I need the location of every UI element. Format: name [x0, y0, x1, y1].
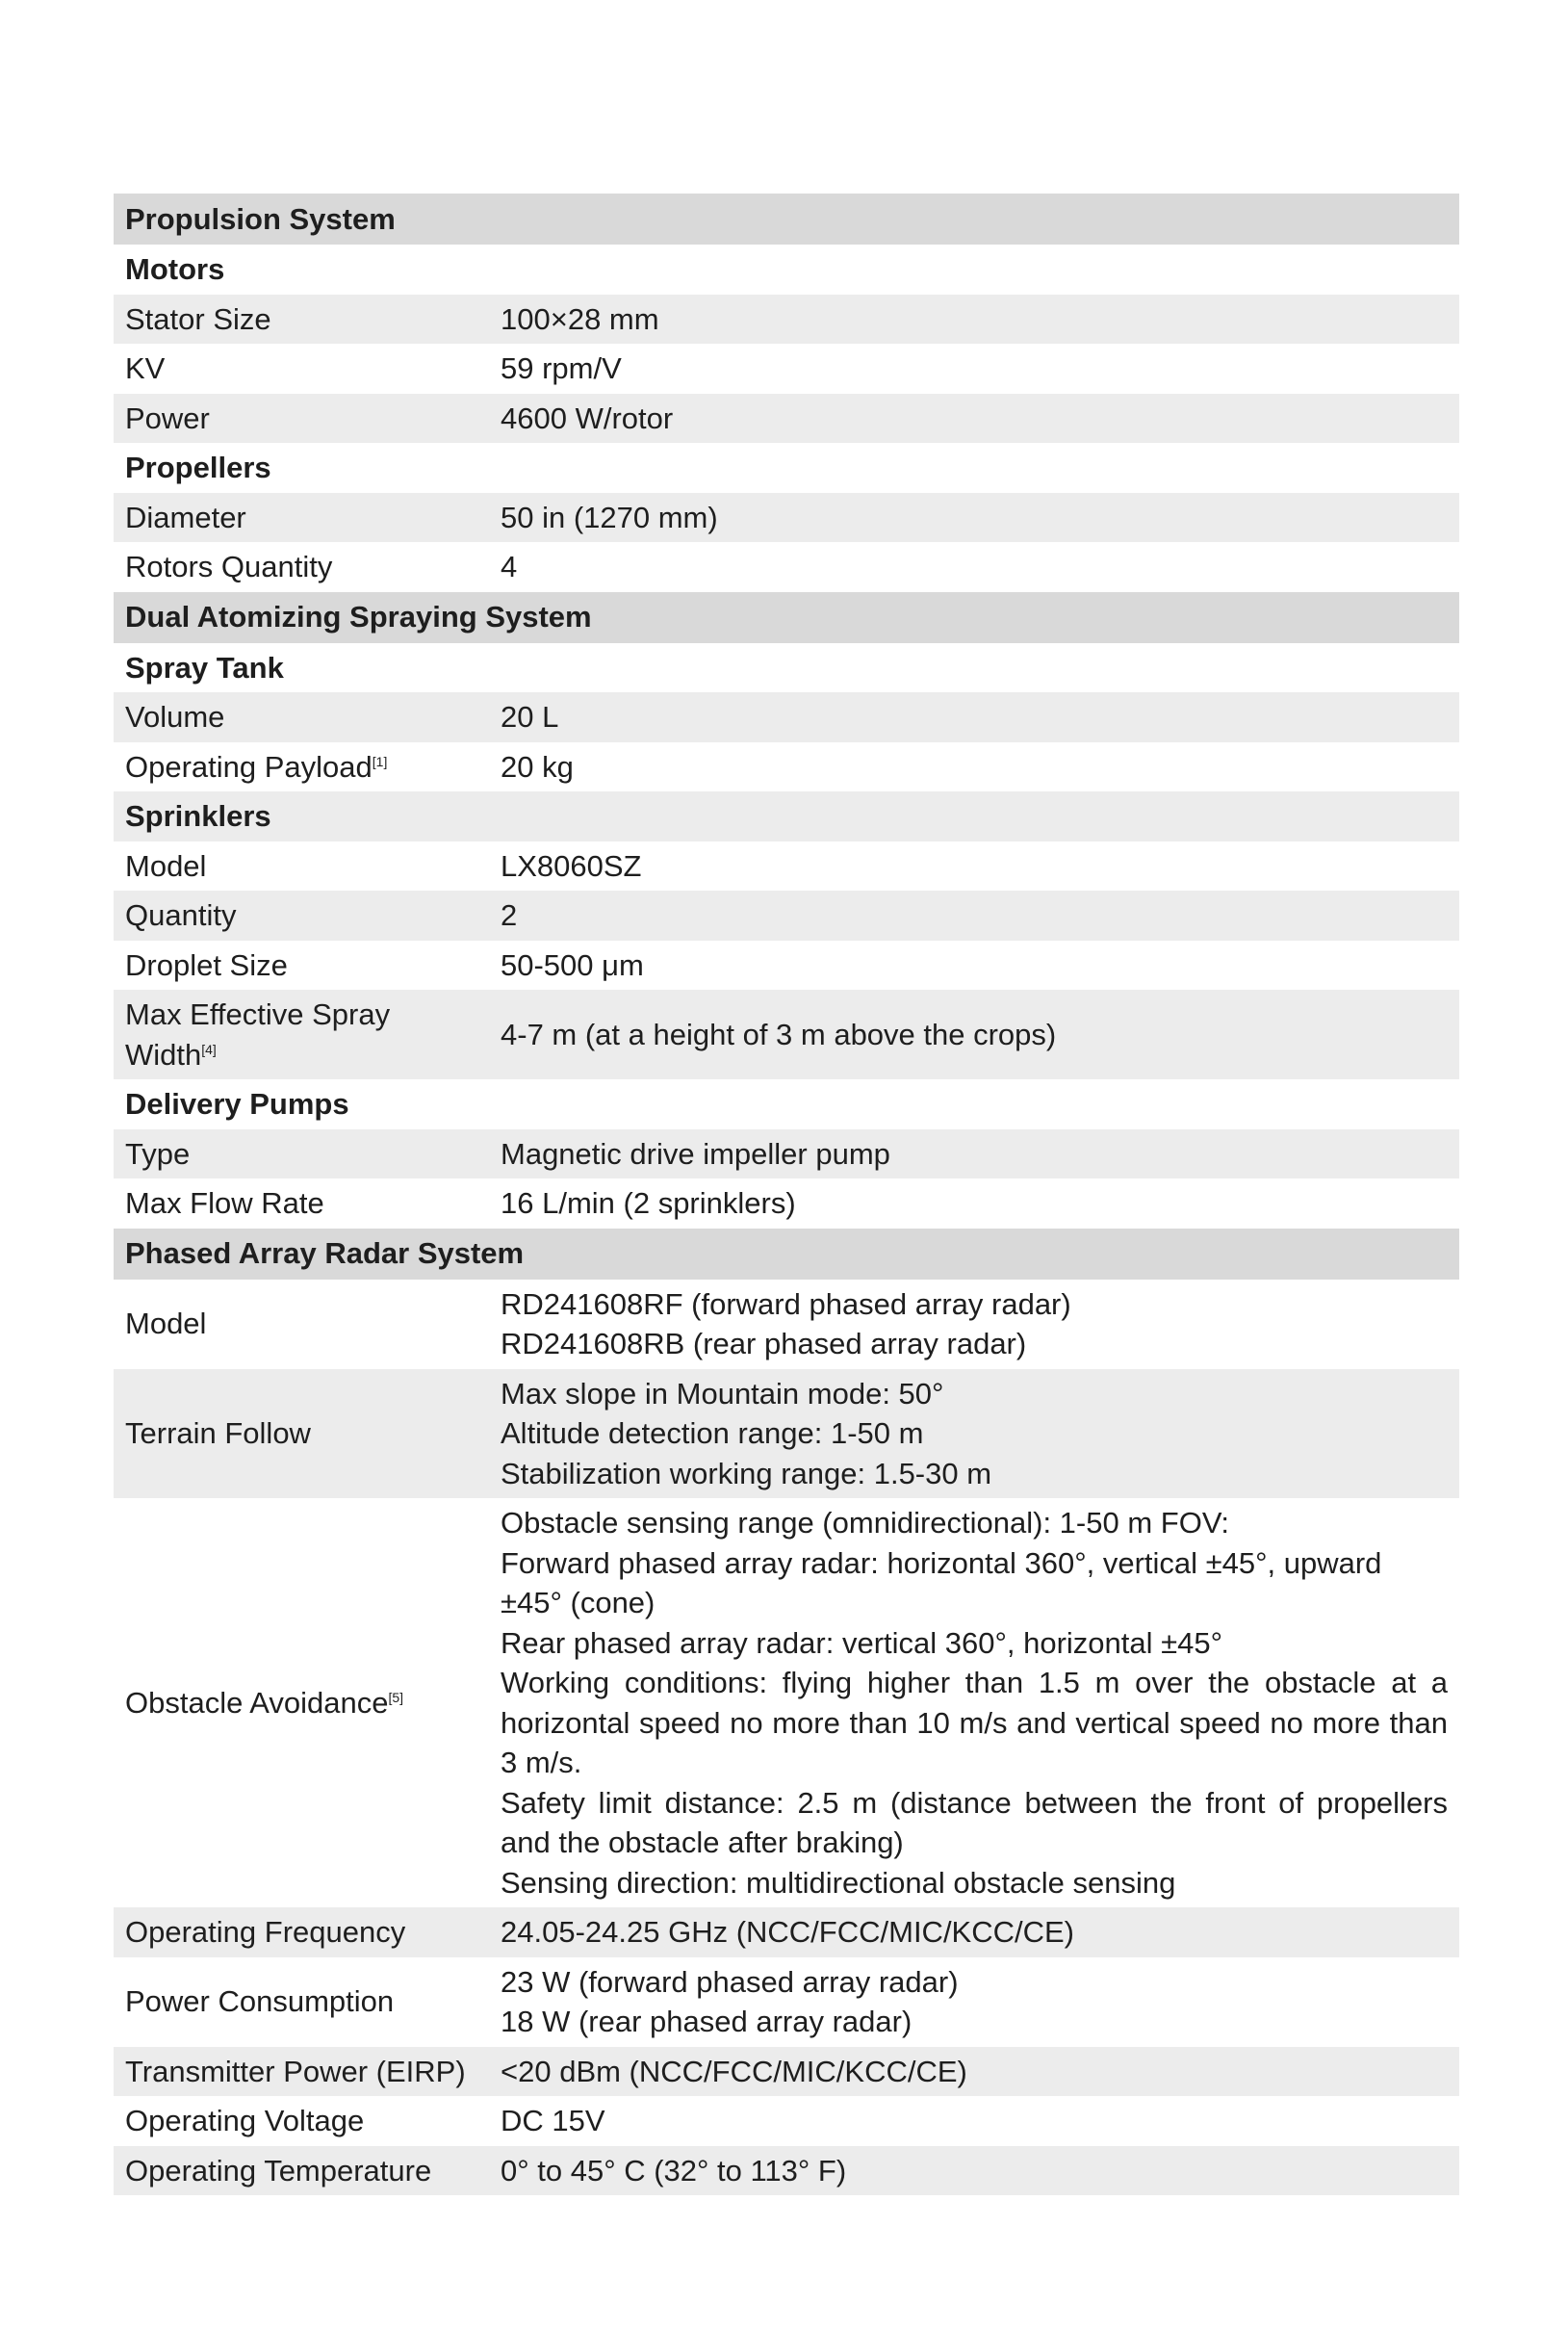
spec-row-stator-size	[114, 295, 1459, 345]
spec-label: Volume	[114, 692, 489, 742]
section-title: Propulsion System	[114, 194, 1459, 245]
spec-row-max-spray-width	[114, 990, 1459, 1079]
subsection-title: Propellers	[114, 443, 1459, 493]
footnote-ref: [4]	[201, 1041, 217, 1057]
spec-value-line: Altitude detection range: 1-50 m	[501, 1416, 924, 1450]
spec-row-max-flow-rate	[114, 1178, 1459, 1229]
section-radar	[114, 1229, 1459, 1280]
footnote-ref: [1]	[372, 753, 388, 769]
spec-value-line: Safety limit distance: 2.5 m (distance between the front of propellers and the obstacle after braking)	[501, 1785, 1449, 1859]
spec-label: Power Consumption	[114, 1957, 489, 2047]
spec-row-volume	[114, 692, 1459, 742]
spec-label: Obstacle Avoidance	[125, 1685, 389, 1720]
spec-value: 4600 W/rotor	[489, 394, 1459, 444]
spec-value: 20 L	[489, 692, 1459, 742]
spec-row-obstacle-avoidance	[114, 1498, 1459, 1907]
spec-value-line: 23 W (forward phased array radar)	[501, 1964, 959, 1999]
subsection-motors	[114, 245, 1459, 295]
spec-row-droplet-size	[114, 941, 1459, 991]
spec-row-radar-model	[114, 1280, 1459, 1369]
spec-row-power	[114, 394, 1459, 444]
spec-value: LX8060SZ	[489, 841, 1459, 892]
spec-value-multiline	[489, 1369, 1459, 1499]
spec-row-operating-voltage	[114, 2096, 1459, 2146]
spec-label: Type	[114, 1129, 489, 1179]
spec-label: Droplet Size	[114, 941, 489, 991]
spec-label: KV	[114, 344, 489, 394]
spec-row-model	[114, 841, 1459, 892]
spec-value-multiline	[489, 1957, 1459, 2047]
spec-row-operating-frequency	[114, 1907, 1459, 1957]
spec-label: Max Effective Spray Width	[125, 997, 391, 1072]
spec-value-line: Obstacle sensing range (omnidirectional): 1-50 m FOV:	[501, 1506, 1229, 1540]
section-title: Phased Array Radar System	[114, 1229, 1459, 1280]
spec-row-operating-temperature	[114, 2146, 1459, 2196]
spec-label: Max Flow Rate	[114, 1178, 489, 1229]
spec-label-cell	[114, 1498, 489, 1907]
spec-value-multiline	[489, 1498, 1459, 1907]
spec-value: <20 dBm (NCC/FCC/MIC/KCC/CE)	[489, 2047, 1459, 2097]
subsection-title: Motors	[114, 245, 1459, 295]
spec-row-transmitter-power	[114, 2047, 1459, 2097]
spec-label: Power	[114, 394, 489, 444]
spec-label: Operating Frequency	[114, 1907, 489, 1957]
spec-value: 4	[489, 542, 1459, 592]
subsection-spray-tank	[114, 643, 1459, 693]
spec-label: Model	[114, 841, 489, 892]
spec-value-line: Sensing direction: multidirectional obstacle sensing	[501, 1865, 1176, 1900]
section-title: Dual Atomizing Spraying System	[114, 592, 1459, 643]
spec-value-line: RD241608RF (forward phased array radar)	[501, 1286, 1071, 1321]
spec-label: Operating Temperature	[114, 2146, 489, 2196]
subsection-title: Delivery Pumps	[114, 1079, 1459, 1129]
spec-value: 59 rpm/V	[489, 344, 1459, 394]
spec-value-line: Rear phased array radar: vertical 360°, horizontal ±45°	[501, 1625, 1223, 1660]
specifications-table	[114, 194, 1459, 2195]
spec-label: Diameter	[114, 493, 489, 543]
spec-value: 4-7 m (at a height of 3 m above the crops)	[489, 990, 1459, 1079]
subsection-propellers	[114, 443, 1459, 493]
spec-label: Terrain Follow	[114, 1369, 489, 1499]
spec-row-diameter	[114, 493, 1459, 543]
spec-value-line: Working conditions: flying higher than 1.5 m over the obstacle at a horizontal speed no more than 10 m/s and vertical speed no more than 3 m/s.	[501, 1666, 1449, 1779]
spec-row-type	[114, 1129, 1459, 1179]
spec-value-line: Max slope in Mountain mode: 50°	[501, 1376, 944, 1411]
spec-value-multiline	[489, 1280, 1459, 1369]
spec-value: 50-500 μm	[489, 941, 1459, 991]
spec-label: Rotors Quantity	[114, 542, 489, 592]
spec-value: 50 in (1270 mm)	[489, 493, 1459, 543]
spec-label: Stator Size	[114, 295, 489, 345]
spec-label: Operating Payload	[125, 749, 373, 784]
spec-row-power-consumption	[114, 1957, 1459, 2047]
spec-label-cell	[114, 990, 489, 1079]
spec-value: DC 15V	[489, 2096, 1459, 2146]
spec-label-cell	[114, 742, 489, 792]
spec-label: Quantity	[114, 891, 489, 941]
spec-value: 16 L/min (2 sprinklers)	[489, 1178, 1459, 1229]
spec-value: 24.05-24.25 GHz (NCC/FCC/MIC/KCC/CE)	[489, 1907, 1459, 1957]
spec-label: Model	[114, 1280, 489, 1369]
spec-value-line: 18 W (rear phased array radar)	[501, 2005, 913, 2038]
spec-row-kv	[114, 344, 1459, 394]
spec-value-line: RD241608RB (rear phased array radar)	[501, 1327, 1027, 1360]
section-propulsion	[114, 194, 1459, 245]
spec-value: 0° to 45° C (32° to 113° F)	[489, 2146, 1459, 2196]
spec-value: Magnetic drive impeller pump	[489, 1129, 1459, 1179]
spec-row-quantity	[114, 891, 1459, 941]
subsection-sprinklers	[114, 791, 1459, 841]
footnote-ref: [5]	[388, 1689, 404, 1705]
spec-label: Transmitter Power (EIRP)	[114, 2047, 489, 2097]
section-spraying	[114, 592, 1459, 643]
spec-value-line: Stabilization working range: 1.5-30 m	[501, 1456, 992, 1490]
spec-value: 20 kg	[489, 742, 1459, 792]
spec-row-rotors-quantity	[114, 542, 1459, 592]
spec-row-terrain-follow	[114, 1369, 1459, 1499]
subsection-title: Sprinklers	[114, 791, 1459, 841]
spec-label: Operating Voltage	[114, 2096, 489, 2146]
spec-value: 2	[489, 891, 1459, 941]
spec-row-operating-payload	[114, 742, 1459, 792]
spec-value: 100×28 mm	[489, 295, 1459, 345]
subsection-title: Spray Tank	[114, 643, 1459, 693]
subsection-delivery-pumps	[114, 1079, 1459, 1129]
spec-value-line: Forward phased array radar: horizontal 360°, vertical ±45°, upward ±45° (cone)	[501, 1545, 1382, 1619]
